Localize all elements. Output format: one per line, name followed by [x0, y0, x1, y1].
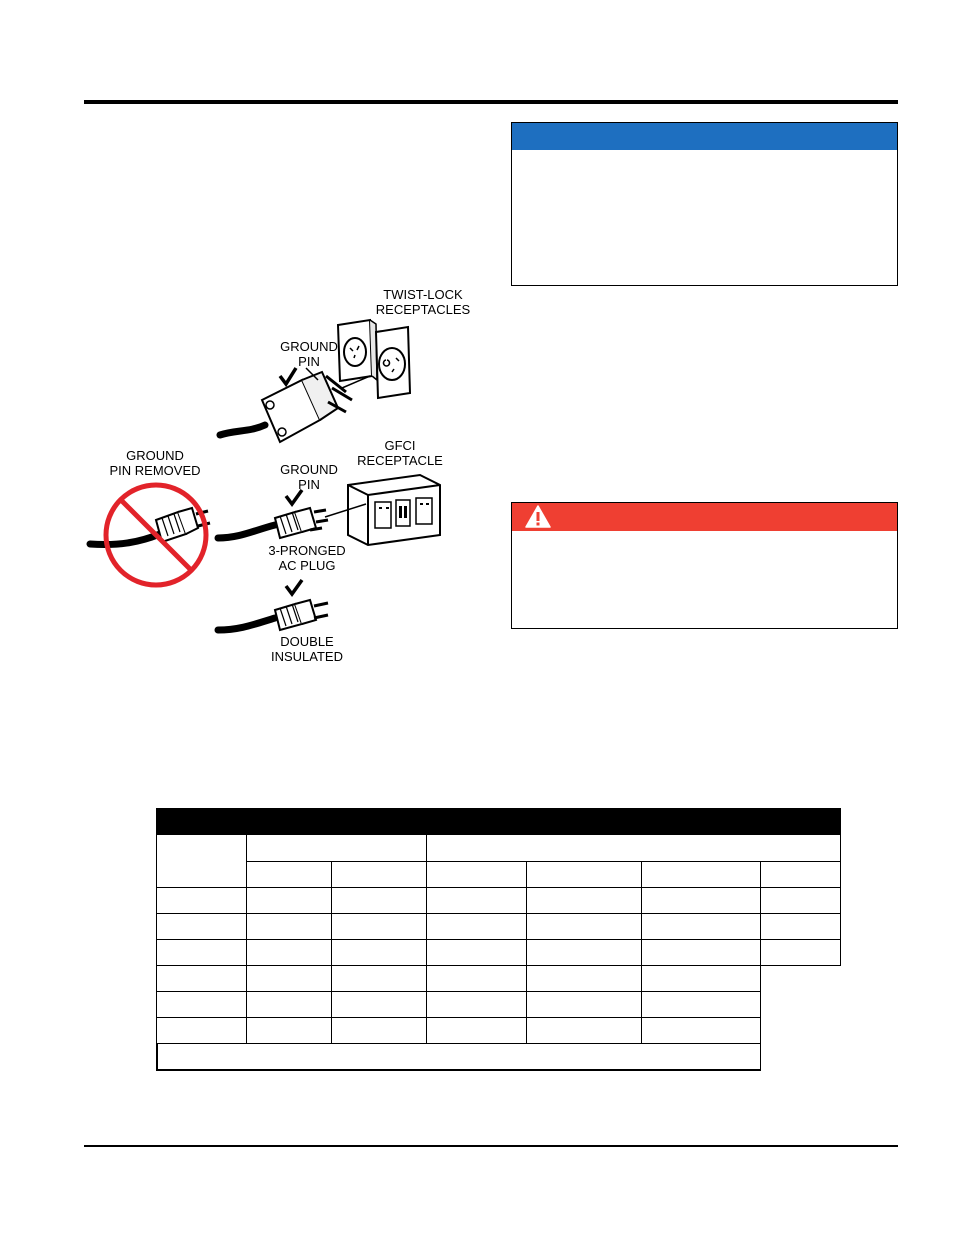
table-cell	[156, 1017, 247, 1044]
table-footnote-row	[156, 1043, 761, 1071]
table-cell	[246, 913, 332, 940]
table-cell	[526, 1017, 642, 1044]
table-cell	[641, 887, 761, 914]
table-cell	[641, 1017, 761, 1044]
table-header-cell	[246, 861, 332, 888]
label-line: DOUBLE	[280, 634, 334, 649]
table-cell	[526, 991, 642, 1018]
table-header-cell	[331, 861, 427, 888]
label-line: 3-PRONGED	[268, 543, 346, 558]
table-cell	[760, 887, 841, 914]
label-line: GFCI	[384, 438, 416, 453]
three-pronged-plug	[218, 508, 328, 538]
label-line: PIN REMOVED	[109, 463, 201, 478]
label-line: PIN	[298, 354, 320, 369]
table-cell	[526, 913, 642, 940]
table-header-cell	[526, 861, 642, 888]
table-cell	[156, 991, 247, 1018]
label-ground-pin-top	[274, 339, 344, 369]
table-cell	[641, 965, 761, 992]
label-line: RECEPTACLE	[357, 453, 443, 468]
table-cell	[760, 913, 841, 940]
table-cell	[641, 991, 761, 1018]
table-cell	[331, 991, 427, 1018]
table-cell	[426, 991, 527, 1018]
notice-header-bar	[512, 123, 897, 150]
label-line: GROUND	[280, 339, 338, 354]
table-cell	[156, 965, 247, 992]
label-line: GROUND	[126, 448, 184, 463]
label-line: INSULATED	[271, 649, 343, 664]
table-cell	[156, 939, 247, 966]
notice-callout	[511, 122, 898, 286]
checkmark-icon	[280, 368, 296, 384]
table-header-cell	[426, 834, 841, 862]
table-cell	[426, 1017, 527, 1044]
table-header-cell	[156, 834, 247, 888]
table-cell	[426, 887, 527, 914]
table-cell	[760, 939, 841, 966]
footer-rule	[84, 1145, 898, 1147]
table-cell	[246, 991, 332, 1018]
table-cell	[426, 939, 527, 966]
header-rule	[84, 100, 898, 104]
checkmark-icon	[286, 490, 302, 504]
label-gfci	[354, 438, 446, 468]
label-twist-lock	[372, 287, 474, 317]
label-line: RECEPTACLES	[375, 302, 471, 317]
table-cell	[246, 939, 332, 966]
label-ground-pin-removed	[103, 448, 207, 478]
warning-triangle-icon	[525, 505, 551, 528]
double-insulated-plug	[218, 600, 328, 630]
table-cell	[246, 965, 332, 992]
label-line: PIN	[298, 477, 320, 492]
label-line: AC PLUG	[278, 558, 336, 573]
table-header-cell	[426, 861, 527, 888]
table-cell	[246, 887, 332, 914]
label-ground-pin-mid	[274, 462, 344, 492]
label-line: GROUND	[280, 462, 338, 477]
table-cell	[426, 913, 527, 940]
warning-header-bar	[512, 503, 897, 531]
table-cell	[641, 913, 761, 940]
table-cell	[526, 965, 642, 992]
table-cell	[331, 1017, 427, 1044]
twist-lock-receptacles	[338, 320, 410, 398]
table-cell	[156, 913, 247, 940]
label-line: TWIST-LOCK	[383, 287, 463, 302]
table-cell	[526, 939, 642, 966]
checkmark-icon	[286, 580, 302, 594]
warning-callout	[511, 502, 898, 629]
table-cell	[426, 965, 527, 992]
table-header-bar	[156, 808, 841, 834]
prohibited-plug	[90, 485, 210, 585]
table-header-cell	[760, 861, 841, 888]
table-cell	[526, 887, 642, 914]
label-three-pronged	[262, 543, 352, 573]
table-cell	[246, 1017, 332, 1044]
table-cell	[331, 887, 427, 914]
table-cell	[641, 939, 761, 966]
table-cell	[156, 887, 247, 914]
table-cell	[331, 939, 427, 966]
table-cell	[331, 913, 427, 940]
table-header-cell	[246, 834, 427, 862]
label-double-insulated	[264, 634, 350, 664]
table-header-cell	[641, 861, 761, 888]
table-cell	[331, 965, 427, 992]
